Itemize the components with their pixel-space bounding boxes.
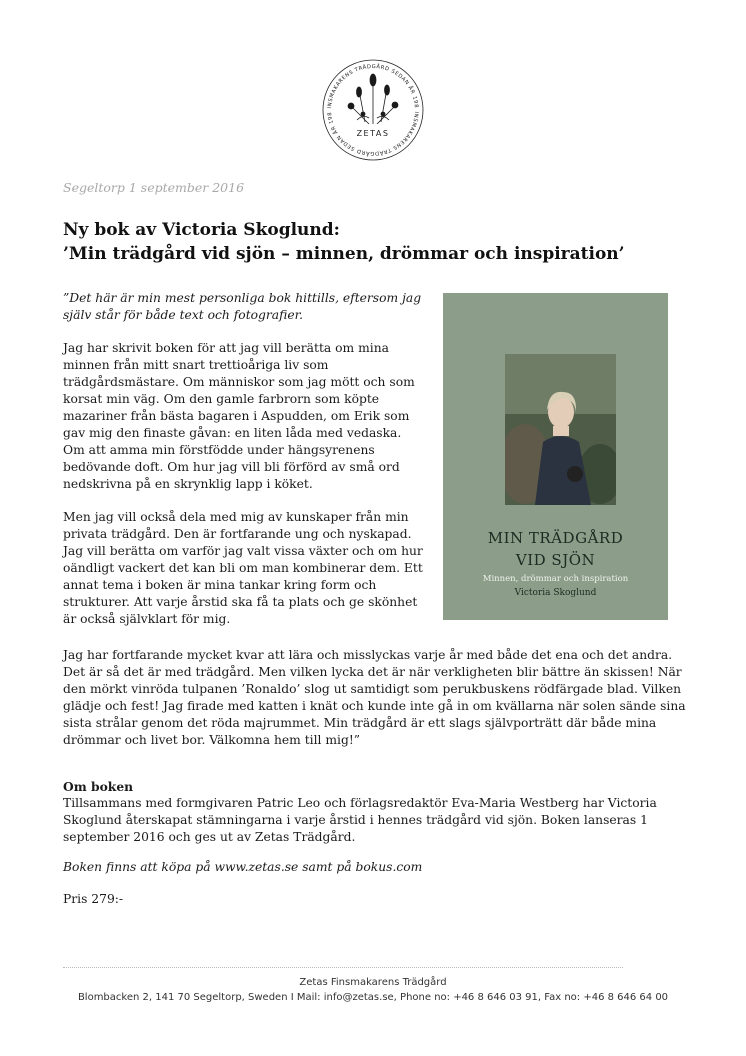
title-line-1: Ny bok av Victoria Skoglund: (63, 220, 340, 240)
footer-contact: Blombacken 2, 141 70 Segeltorp, Sweden I Mail: info@zetas.se, Phone no: +46 8 646 03 91, Fax no: +46 8 646 64 00 (77, 992, 669, 1003)
quote-intro: ”Det här är min mest personliga bok hittills, eftersom jag själv står för både text och fotografier. (63, 291, 422, 322)
zetas-logo (313, 50, 433, 170)
title-line-2: ’Min trädgård vid sjön – minnen, drömmar och inspiration’ (63, 244, 625, 264)
logo-ring-bottom-text: INSMAKARENS TRÄDGÅRD SEDAN ÅR 198 (327, 111, 419, 157)
cover-title-line-1: MIN TRÄDGÅRD (487, 529, 624, 547)
cover-title-line-2: VID SJÖN (515, 551, 596, 569)
logo-brand-text: ZETAS (356, 129, 390, 138)
about-section (63, 778, 688, 846)
dateline: Segeltorp 1 september 2016 (63, 180, 245, 195)
about-text: Tillsammans med formgivaren Patric Leo och förlagsredaktör Eva-Maria Westberg har Victoria Skoglund återskapat stämningarna i varje årstid i hennes trädgård vid sjön. Boken lanseras 1 september 2016 och ges ut av Zetas Trädgård. (63, 796, 657, 844)
svg-text:FINSMAKARENS TRÄDGÅRD SEDAN ÅR (327, 111, 433, 170)
cover-photo (505, 354, 616, 505)
footer-company: Zetas Finsmakarens Trädgård (299, 977, 447, 988)
svg-text:FINSMAKARENS TRÄDGÅRD SEDAN ÅR (313, 50, 419, 109)
buy-info: Boken finns att köpa på www.zetas.se samt på bokus.com (63, 860, 423, 874)
footer-divider (63, 967, 623, 968)
about-heading: Om boken (63, 779, 134, 794)
quote-paragraph-1: Jag har skrivit boken för att jag vill berätta om mina minnen från mitt snart trettioåriga liv som trädgårdsmästare. Om människor som jag mött och som korsat min väg. Om den gamle farbrorn som köpte mazariner från bästa bagaren i Aspudden, om Erik som gav mig den finaste gåvan: en liten låda med vedaska. Om att amma min förstfödde under hängsyrenens bedövande doft. Om hur jag vill bli förförd av små ord nedskrivna på en skrynklig lapp i köket. (63, 341, 415, 491)
cover-portrait-image (505, 354, 616, 505)
quote-paragraph-3: Jag har fortfarande mycket kvar att lära och misslyckas varje år med både det ena och det andra. Det är så det är med trädgård. Men vilken lycka det är när verkligheten blir bättre än skissen! När den mörkt vinröda tulpanen ’Ronaldo’ slog ut samtidigt som perukbuskens rödfärgade blad. Vilken glädje och fest! Jag firade med katten i knät och kunde inte gå in om kvällarna när solen sände sina sista strålar genom det röda majrummet. Min trädgård är ett slags självporträtt där både mina drömmar och livet bor. Välkomna hem till mig!” (63, 648, 686, 747)
cover-author: Victoria Skoglund (514, 588, 597, 598)
footer (0, 975, 746, 1005)
logo-ring-top-text: INSMAKARENS TRÄDGÅRD SEDAN ÅR 198 (327, 63, 419, 109)
cover-subtitle: Minnen, drömmar och inspiration (482, 574, 629, 584)
press-release-title (63, 218, 703, 266)
quote-column (63, 290, 425, 644)
price: Pris 279:- (63, 892, 124, 906)
logo-emblem-icon (313, 50, 433, 170)
book-cover (443, 293, 668, 620)
quote-paragraph-2: Men jag vill också dela med mig av kunskaper från min privata trädgård. Den är fortfarande ung och nyskapad. Jag vill berätta om varför jag valt vissa växter och om hur oändligt vackert det kan bli om man kombinerar dem. Ett annat tema i boken är mina tankar kring form och strukturer. Att varje årstid ska få ta plats och ge skönhet är också självklart för mig. (63, 510, 423, 626)
